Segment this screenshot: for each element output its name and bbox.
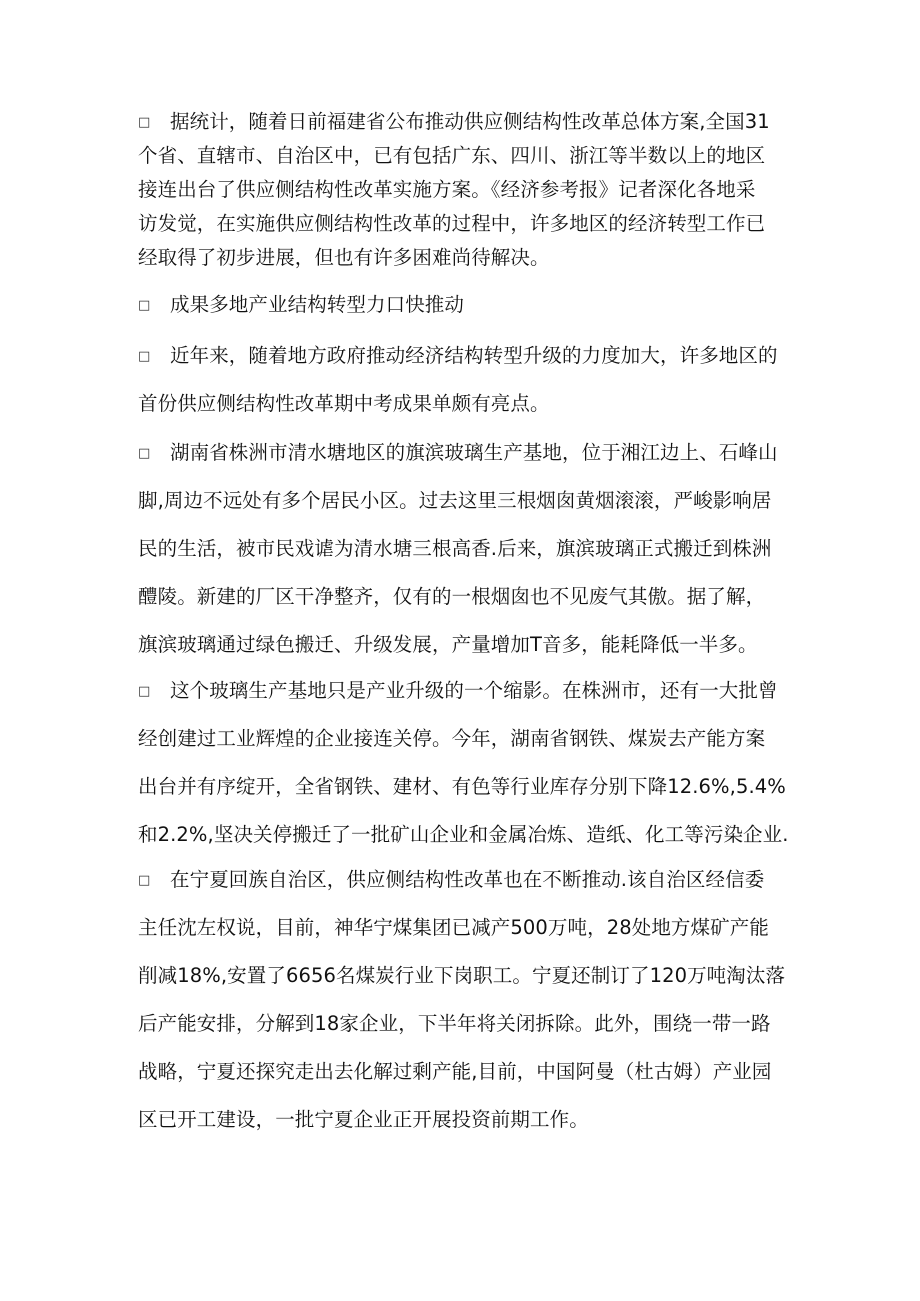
bullet-marker: □: [138, 349, 151, 364]
paragraph-line: 区已开工建设，一批宁夏企业正开展投资前期工作。: [138, 1108, 589, 1131]
paragraph-line: 脚,周边不远处有多个居民小区。过去这里三根烟囱黄烟滚滚，严峻影响居: [138, 489, 772, 512]
paragraph-line: 访发觉，在实施供应侧结构性改革的过程中，许多地区的经济转型工作已: [138, 212, 766, 235]
paragraph-line: 醴陵。新建的厂区干净整齐，仅有的一根烟囱也不见废气其傲。据了解，: [138, 585, 766, 608]
line-text: 成果多地产业结构转型力口快推动: [170, 293, 465, 316]
paragraph-line: [138, 429, 798, 477]
paragraph-line: 和2.2%,坚决关停搬迁了一批矿山企业和金属冶炼、造纸、化工等污染企业.: [138, 823, 789, 846]
paragraph-line: 出台并有序绽开，全省钢铁、建材、有色等行业库存分别下降12.6%,5.4%: [138, 775, 786, 798]
bullet-marker: □: [138, 446, 151, 461]
line-text: 在宁夏回族自治区，供应侧结构性改革也在不断推动.该自治区经信委: [170, 868, 765, 891]
line-text: 湖南省株洲市清水塘地区的旗滨玻璃生产基地，位于湘江边上、石峰山: [170, 441, 778, 464]
paragraph-line: 接连出台了供应侧结构性改革实施方案。《经济参考报》记者深化各地采: [138, 178, 756, 201]
bullet-marker: □: [138, 298, 151, 313]
paragraph-subheading: [138, 288, 798, 322]
paragraph-recent-years: [138, 332, 798, 428]
paragraph-ningxia: [138, 856, 798, 1144]
paragraph-line: [138, 288, 798, 322]
paragraph-line: 削减18%,安置了6656名煤炭行业下岗职工。宁夏还制订了120万吨淘汰落: [138, 964, 786, 987]
bullet-marker: □: [138, 684, 151, 699]
paragraph-line: 首份供应侧结构性改革期中考成果单颇有亮点。: [138, 392, 550, 415]
paragraph-line: [138, 667, 798, 715]
paragraph-line: [138, 332, 798, 380]
paragraph-line: 经创建过工业辉煌的企业接连关停。今年，湖南省钢铁、煤炭去产能方案: [138, 727, 766, 750]
paragraph-line: 经取得了初步进展，但也有许多困难尚待解决。: [138, 246, 550, 269]
paragraph-line: 后产能安排，分解到18家企业，下半年将关闭拆除。此外，围绕一带一路: [138, 1012, 771, 1035]
line-text: 近年来，随着地方政府推动经济结构转型升级的力度加大，许多地区的: [170, 344, 778, 367]
line-text: 这个玻璃生产基地只是产业升级的一个缩影。在株洲市，还有一大批曾: [170, 679, 778, 702]
paragraph-hunan-glass: [138, 429, 798, 669]
line-text: 据统计，随着日前福建省公布推动供应侧结构性改革总体方案,全国31: [170, 110, 770, 133]
bullet-marker: □: [138, 873, 151, 888]
paragraph-line: 战略，宁夏还探究走出去化解过剩产能,目前，中国阿曼（杜古姆）产业园: [138, 1060, 772, 1083]
paragraph-line: [138, 856, 798, 904]
paragraph-zhuzhou-upgrade: [138, 667, 798, 859]
paragraph-line: [138, 105, 798, 139]
paragraph-line: 民的生活，被市民戏谑为清水塘三根高香.后来，旗滨玻璃正式搬迁到株洲: [138, 537, 772, 560]
paragraph-statistics: [138, 105, 798, 275]
paragraph-line: 旗滨玻璃通过绿色搬迁、升级发展，产量增加T音多，能耗降低一半多。: [138, 633, 758, 656]
paragraph-line: 个省、直辖市、自治区中，已有包括广东、四川、浙江等半数以上的地区: [138, 144, 766, 167]
paragraph-line: 主任沈左权说，目前，神华宁煤集团已减产500万吨，28处地方煤矿产能: [138, 916, 769, 939]
bullet-marker: □: [138, 115, 151, 130]
